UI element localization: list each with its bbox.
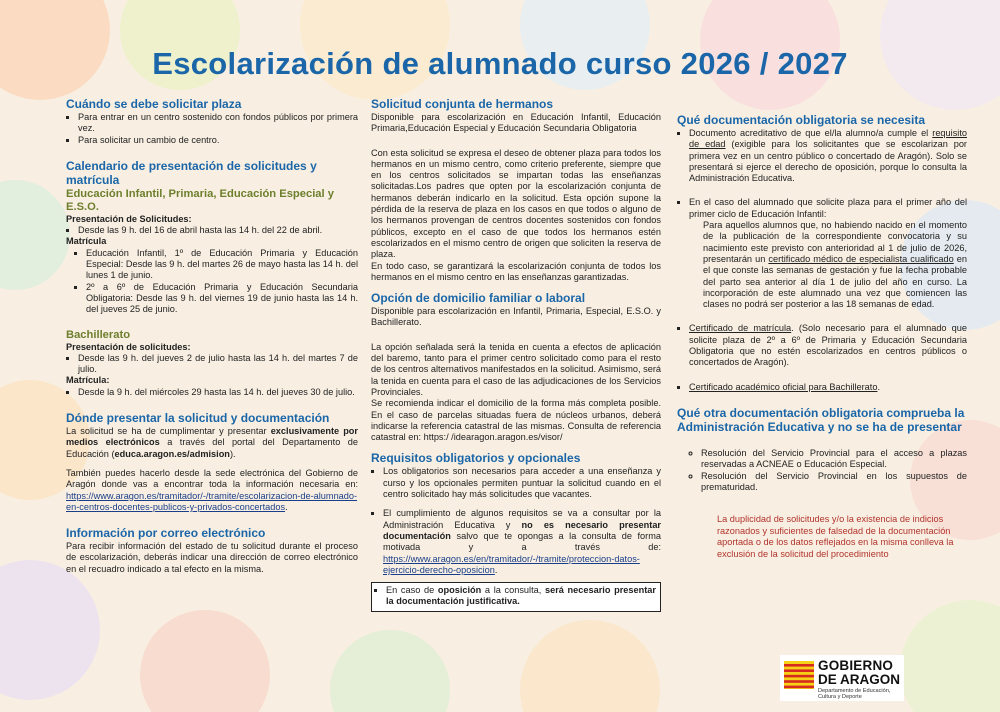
hermanos-paragraph-3: En todo caso, se garantizará la escolarización conjunta de todos los hermanos en el mismo centro en las enseñanzas garantizadas. <box>371 260 661 282</box>
tramite-escolarizacion-link[interactable]: https://www.aragon.es/tramitador/-/tramite/escolarizacion-de-alumnado-en-centros-docentes-publicos-y-privados-concertados <box>66 490 358 512</box>
certificado-medico-link[interactable]: certificado médico de especialista cualificado <box>768 253 954 264</box>
section-heading-donde: Dónde presentar la solicitud y documentación <box>66 411 330 426</box>
duplicidad-warning: La duplicidad de solicitudes y/o la existencia de indicios razonados y suficientes de falsedad de la documentación aportada o de los datos reflejados en la misma conlleva la exclusión de la solicitud del procedimiento <box>717 514 954 559</box>
logo-line-1: GOBIERNO <box>818 658 894 673</box>
column-right <box>677 113 967 560</box>
list-item: ▪ Para solicitar un cambio de centro. <box>78 135 358 146</box>
list-item: ◦ Resolución del Servicio Provincial en los supuestos de prematuridad. <box>701 471 967 494</box>
list-item: ▪ En el caso del alumnado que solicite plaza para el primer año del primer ciclo de Educación Infantil: Para aquellos alumnos que, no habiendo nacido en el momento de la publicación de la correspondiente convocatoria y su nacimiento este previsto con anterioridad al 1 de julio de 2026, presentarán un certificado médico de especialista cualificado en el que conste las semanas de gestación y fue la fecha probable del parto sea anterior al día 1 de julio del año en curso. La incorporación de este alumnado una vez que comiencen las clases no podrá ser posterior a las 18 semanas de edad. <box>689 197 967 310</box>
donde-paragraph-1: La solicitud se ha de cumplimentar y presentar exclusivamente por medios electrónicos a través del portal del Departamento de Educación (educa.aragon.es/admision). <box>66 426 358 459</box>
list-item: ▪ Educación Infantil, 1º de Educación Primaria y Educación Especial: Desde las 9 h. del martes 26 de mayo hasta las 14 h. del lunes 1 de junio. <box>86 248 358 282</box>
matricula-list <box>66 248 358 316</box>
correo-paragraph: Para recibir información del estado de tu solicitud durante el proceso de escolarización, deberás indicar una dirección de correo electrónico en el recuadro indicado a tal efecto en la misma. <box>66 541 358 574</box>
presentacion-list <box>66 225 358 236</box>
subheading-infantil-eso: Educación Infantil, Primaria, Educación Especial y E.S.O. <box>66 187 334 213</box>
donde-paragraph-2: También puedes hacerlo desde la sede electrónica del Gobierno de Aragón donde vas a encontrar toda la información necesaria en: https://www.aragon.es/tramitador/-/tramite/escolarizacion-de-alumnado-en-centros-docentes-publicos-y-privados-concertados. <box>66 467 358 512</box>
certificado-matricula-link[interactable]: Certificado de matrícula <box>689 323 792 334</box>
list-item: ▪ 2º a 6º de Educación Primaria y Educación Secundaria Obligatoria: Desde las 9 h. del viernes 19 de junio hasta las 14 h. del jueves 25 de junio. <box>86 282 358 316</box>
list-item: ◦ Resolución del Servicio Provincial para el acceso a plazas reservadas a ACNEAE o Educación Especial. <box>701 448 967 471</box>
bach-matricula-label: Matrícula: <box>66 375 110 386</box>
list-item: ▪ Documento acreditativo de que el/la alumno/a cumple el requisito de edad (exigible para los solicitantes que se escolarizan por primera vez en un centro público o concertado de Aragón). Solo se presentará si ejerce el derecho de oposición, porque lo consulta la Administración Educativa. <box>689 128 967 184</box>
list-item: ▪ El cumplimiento de algunos requisitos se va a consultar por la Administración Educativa y no es necesario presentar documentación salvo que te opongas a la consulta de forma motivada y a través de: https://www.aragon.es/en/tramitador/-/tramite/proteccion-datos-ejercicio-derecho-oposicion. <box>383 508 661 576</box>
column-middle <box>371 97 661 612</box>
list-item: ▪ Desde las 9 h. del 16 de abril hasta las 14 h. del 22 de abril. <box>78 225 358 236</box>
bach-presentacion-list <box>66 353 358 376</box>
section-heading-domicilio: Opción de domicilio familiar o laboral <box>371 291 586 306</box>
section-heading-hermanos: Solicitud conjunta de hermanos <box>371 97 554 111</box>
documentacion-list <box>677 128 967 184</box>
domicilio-paragraph-3: Se recomienda indicar el domicilio de la forma más completa posible. En el caso de parcelas situadas fuera de núcleos urbanos, deberá indicarse la referencia catastral de las mismas. Consulta de referencia catastral en: https:/ /idearagon.aragon.es/visor/ <box>371 398 661 443</box>
section-heading-documentacion: Qué documentación obligatoria se necesita <box>677 113 926 127</box>
aragon-flag-icon <box>784 661 814 689</box>
requisitos-list <box>371 466 661 500</box>
subheading-bachillerato: Bachillerato <box>66 328 131 341</box>
domicilio-paragraph-2: La opción señalada será la tenida en cuenta a efectos de aplicación del baremo, tanto para el primer centro solicitado como para el resto de los centros alternativos manifestados en la solicitud. Asimismo, será la tenida en cuenta para el caso de las adjudicaciones de los Servicios Provinciales. <box>371 341 661 397</box>
requisito-edad-link[interactable]: requisito de edad <box>689 128 967 150</box>
logo-line-2: DE ARAGON <box>818 672 901 687</box>
documentacion-list-2 <box>677 197 967 310</box>
section-heading-cuando: Cuándo se debe solicitar plaza <box>66 97 242 111</box>
oposicion-notice-box <box>371 582 661 612</box>
hermanos-paragraph-1: Disponible para escolarización en Educación Infantil, Educación Primaria,Educación Especial y Educación Secundaria Obligatoria <box>371 112 661 134</box>
domicilio-paragraph-1: Disponible para escolarización en Infantil, Primaria, Especial, E.S.O. y Bachillerato. <box>371 306 661 328</box>
hermanos-paragraph-2: Con esta solicitud se expresa el deseo de obtener plaza para todos los hermanos en un mismo centro, como criterio preferente, siempre que en los centros solicitados se impartan todas las enseñanzas solicitadas.Los padres que opten por la escolarización conjunta de hermanos deberán indicarlo en la solicitud. Esta opción supone la pérdida de la reserva de plaza en los casos en que todos o alguno de los hermanos provengan de centros docentes sostenidos con fondos públicos, excepto en el caso de que todos los hermanos estén escolarizados en el mismo centro de origen que soliciten la reserva de plaza. <box>371 147 661 260</box>
bach-presentacion-label: Presentación de solicitudes: <box>66 341 191 352</box>
presentacion-label: Presentación de Solicitudes: <box>66 213 192 224</box>
list-item: ▪ En caso de oposición a la consulta, será necesario presentar la documentación justificativa. <box>386 585 656 608</box>
column-left <box>66 97 358 575</box>
page-title: Escolarización de alumnado curso 2026 / 2027 <box>152 46 848 81</box>
cuando-list <box>66 112 358 146</box>
list-item: ▪ Desde las 9 h. del jueves 2 de julio hasta las 14 h. del martes 7 de julio. <box>78 353 358 376</box>
list-item: ▪ Los obligatorios son necesarios para acceder a una enseñanza y curso y los opcionales permiten puntuar la solicitud cuando en el centro solicitado hay más solicitudes que vacantes. <box>383 466 661 500</box>
bach-matricula-list <box>66 387 358 398</box>
documentacion-list-3 <box>677 323 967 368</box>
section-heading-correo: Información por correo electrónico <box>66 526 266 541</box>
logo-department: Departamento de Educación, Cultura y Deporte <box>818 688 891 700</box>
gobierno-aragon-logo <box>780 655 904 701</box>
certificado-bachillerato-link[interactable]: Certificado académico oficial para Bachillerato <box>689 381 878 392</box>
list-item: ▪ Certificado de matrícula. (Solo necesario para el alumnado que solicite plaza de 2º a 6º de Primaria y Educación Secundaria Obligatoria que no estén escolarizados en centros públicos o concertados de Aragón). <box>689 323 967 368</box>
list-item: ▪ Para entrar en un centro sostenido con fondos públicos por primera vez. <box>78 112 358 135</box>
list-item: ▪ Desde la 9 h. del miércoles 29 hasta las 14 h. del jueves 30 de julio. <box>78 387 358 398</box>
section-heading-calendario: Calendario de presentación de solicitudes y matrícula <box>66 158 317 187</box>
section-heading-otra: Qué otra documentación obligatoria comprueba la Administración Educativa y no se ha de presentar <box>677 405 965 434</box>
section-heading-requisitos: Requisitos obligatorios y opcionales <box>371 451 581 466</box>
requisitos-list-2 <box>371 508 661 576</box>
otra-list <box>677 448 967 493</box>
matricula-label: Matrícula <box>66 236 107 247</box>
documentacion-list-4 <box>677 382 967 393</box>
list-item: ▪ Certificado académico oficial para Bachillerato. <box>689 382 967 393</box>
proteccion-datos-link[interactable]: https://www.aragon.es/en/tramitador/-/tramite/proteccion-datos-ejercicio-derecho-oposicion <box>383 553 640 575</box>
